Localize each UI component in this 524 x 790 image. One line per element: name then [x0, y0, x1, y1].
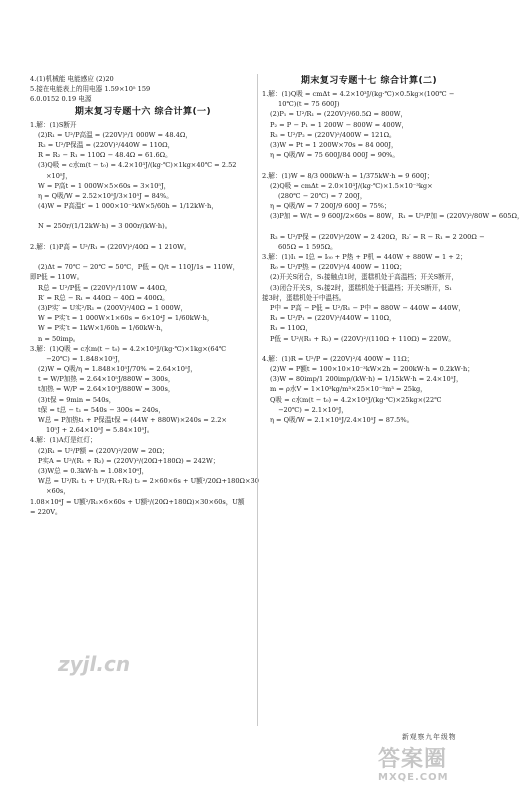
left-pre-line: 6.0.0152 0.19 电源 — [30, 95, 92, 104]
left-answer-line: 10⁵J + 2.64×10⁵J = 5.84×10⁵J。 — [46, 426, 154, 435]
left-body-lines — [30, 120, 259, 517]
right-answer-line: 4.解：(1)R = U²/P = (220V)²/4 400W = 11Ω； — [262, 354, 414, 363]
left-answer-line: W = P高t = 1 000W×5×60s = 3×10⁵J， — [38, 181, 171, 190]
right-answer-line — [262, 221, 476, 231]
watermark-right-logo — [378, 748, 496, 788]
right-answer-line — [262, 344, 476, 354]
left-answer-line: W总 = P加热t₁ + P保温t保 = (44W + 880W)×240s = 2.2× — [38, 416, 227, 424]
left-answer-line: 3.解：(1)Q吸 = c水m(t − t₀) = 4.2×10³J/(kg·℃)×1kg×(64℃ — [30, 344, 227, 353]
right-answer-line: (3)闭合开关S，S₁接2时，蛋糕机处于低温档；开关S断开，S₁ — [270, 283, 452, 292]
left-answer-line: η = Q吸/W = 2.52×10⁵J/3×10⁵J = 84%。 — [38, 191, 173, 200]
left-answer-line: (3)P实′ = U实²/R₁ = (200V)²/40Ω = 1 000W， — [38, 303, 188, 312]
left-answer-line: 即P低 = 110W。 — [30, 273, 84, 282]
left-answer-line: (4)W = P高温t′ = 1 000×10⁻³kW×5/60h = 1/12kW·h， — [38, 202, 218, 211]
left-column — [30, 74, 259, 517]
right-body-lines — [262, 89, 524, 425]
right-answer-line: (280℃ − 20℃) = 7 200J， — [278, 191, 367, 200]
right-answer-line: η = Q吸/W = 7 200J/9 600J = 75%； — [270, 202, 391, 211]
left-answer-line — [30, 252, 256, 262]
left-answer-line: W = P实′t = 1 000W×1×60s = 6×10⁴J = 1/60kW·h， — [38, 314, 214, 323]
right-answer-line: m = ρ水V = 1×10³kg/m³×25×10⁻³m³ = 25kg， — [270, 385, 427, 394]
right-answer-line: (3)P加 = W/t = 9 600J/2×60s = 80W，R₁ = U²/P加 = (220V)²/80W = 605Ω， — [270, 212, 524, 221]
right-answer-line: η = Q吸/W = 75 600J/84 000J = 90%。 — [270, 151, 399, 160]
left-answer-line: t保 = t总 − t₁ = 540s − 300s = 240s， — [38, 405, 165, 414]
right-answer-line: (3)W = Pt = 1 200W×70s = 84 000J， — [270, 140, 398, 149]
right-answer-line: P₂ = P − P₁ = 1 200W − 800W = 400W， — [270, 120, 409, 129]
left-answer-line: (2)Δt = 70℃ − 20℃ = 50℃，P低 = Q/t = 110J/1s = 110W， — [38, 263, 240, 272]
left-pre-line: 5.接在电能表上的用电器 1.59×10⁵ 159 — [30, 85, 151, 94]
left-answer-line: 4.解：(1)A灯是红灯； — [30, 436, 97, 445]
right-answer-line: P低 = U²/(R₁ + R₂) = (220V)²/(110Ω + 110Ω) = 220W。 — [270, 334, 455, 343]
left-answer-line: W = P实′t = 1kW×1/60h = 1/60kW·h， — [38, 324, 168, 333]
right-answer-line: 接3时，蛋糕机处于中温档。 — [262, 293, 346, 302]
left-answer-line: (3)Q吸 = c水m(t − t₀) = 4.2×10³J/(kg·℃)×1kg×40℃ = 2.52 — [38, 161, 237, 170]
left-answer-line: t = W/P加热 = 2.64×10⁵J/880W = 300s， — [38, 375, 175, 384]
right-answer-line — [262, 160, 476, 170]
right-answer-line: R₁ = U²/P₁ = (220V)²/440W = 110Ω， — [270, 314, 396, 323]
right-answer-line: (2)P₁ = U²/R₁ = (220V)²/60.5Ω = 800W， — [270, 110, 408, 119]
right-answer-line: η = Q吸/W = 2.1×10⁵J/2.4×10⁵J = 87.5%。 — [270, 416, 414, 424]
page-footer: 新观察九年级物 — [402, 733, 457, 741]
left-pre-line: 4.(1)机械能 电能感应 (2)20 — [30, 75, 114, 83]
right-answer-line: R₀ = U²/P热 = (220V)²/4 400W = 110Ω； — [270, 263, 406, 272]
watermark-right-url: MXQE.COM — [378, 772, 449, 783]
left-answer-line: (3)t保 = 9min = 540s， — [38, 395, 116, 404]
left-answer-line: P实A = U²/(R₁ + R₂) = (220V)²/(20Ω+180Ω) = 242W； — [38, 456, 220, 465]
column-divider — [257, 74, 258, 726]
left-answer-line: N = 250r/(1/12kW·h) = 3 000r/(kW·h)。 — [38, 222, 172, 231]
left-answer-line: (2)W = Q吸/η = 1.848×10⁵J/70% = 2.64×10⁵J， — [38, 365, 197, 374]
right-answer-line: 605Ω = 1 595Ω。 — [278, 242, 337, 251]
left-answer-line: 2.解：(1)P高 = U²/R₁ = (220V)²/40Ω = 1 210W。 — [30, 242, 191, 251]
left-answer-line: R = R₂ − R₁ = 110Ω − 48.4Ω = 61.6Ω。 — [38, 151, 172, 160]
right-section-heading: 期末复习专题十七 综合计算(二) — [300, 76, 438, 86]
left-pre-lines — [30, 74, 256, 105]
watermark-right-title: 答案圈 — [378, 747, 448, 772]
right-answer-line: 2.解：(1)W = 8/3 000kW·h = 1/375kW·h = 9 600J； — [262, 171, 434, 180]
right-answer-line: R₁ = 110Ω， — [270, 324, 312, 333]
right-answer-line: −20℃) = 2.1×10⁵J， — [278, 405, 348, 414]
left-answer-line: R₂ = U²/P保温 = (220V)²/440W = 110Ω， — [38, 140, 175, 149]
right-answer-line: P中 = P高 − P低 = U²/R₁ − P中 = 880W − 440W = 440W， — [270, 303, 465, 312]
right-answer-line: 3.解：(1)I₁ = I总 = I₀₀ + P热 + P机 = 440W + 880W = 1 + 2； — [262, 253, 467, 261]
left-answer-line: 1.08×10⁶J = U额²/R₁×6×60s + U额²/(20Ω+180Ω)×30×60s，U额 — [30, 497, 245, 506]
right-answer-line: (2)Q吸 = cmΔt = 2.0×10³J/(kg·℃)×1.5×10⁻³kg× — [270, 181, 433, 190]
left-answer-line: = 220V。 — [30, 507, 62, 516]
right-answer-line: (3)W = 80imp/1 200imp/(kW·h) = 1/15kW·h = 2.4×10⁵J， — [270, 375, 463, 384]
left-answer-line — [30, 211, 256, 221]
left-answer-line: R′ = R总 − R₁ = 440Ω − 40Ω = 400Ω。 — [38, 293, 169, 302]
left-section-heading: 期末复习专题十六 综合计算(一) — [74, 106, 212, 117]
left-answer-line: (3)W总 = 0.3kW·h = 1.08×10⁶J， — [38, 466, 149, 475]
left-answer-line: −20℃) = 1.848×10⁵J， — [46, 354, 125, 363]
left-answer-line: R总 = U²/P低 = (220V)²/110W = 440Ω， — [38, 283, 172, 292]
watermark-left-logo: zyjl.cn — [58, 652, 131, 676]
right-answer-line: (2)W = P额t = 100×10×10⁻³kW×2h = 200kW·h = 0.2kW·h； — [270, 365, 474, 374]
left-answer-line: (2)R₁ = U²/P高温 = (220V)²/1 000W = 48.4Ω， — [38, 130, 192, 139]
left-answer-line: (2)R₁ = U²/P额 = (220V)²/20W = 20Ω； — [38, 446, 169, 455]
left-answer-line — [30, 232, 256, 242]
left-answer-line: n = 50imp。 — [38, 334, 80, 343]
left-answer-line: ×60s， — [46, 487, 70, 496]
left-answer-line: W总 = U²/R₁ t₁ + U²/(R₁+R₂) t₂ = 2×60×6s + U额²/20Ω+180Ω×30 — [38, 477, 259, 486]
right-answer-line: R₂ = U²/P保 = (220V)²/20W = 2 420Ω，R₂′ = R − R₁ = 2 200Ω − — [270, 232, 485, 241]
left-answer-line: ×10⁵J， — [46, 171, 72, 180]
right-answer-line: 10℃)(t = 75 600J) — [278, 100, 340, 109]
right-column — [262, 74, 524, 425]
right-answer-line: R₂ = U²/P₂ = (220V)²/400W = 121Ω。 — [270, 130, 396, 139]
left-answer-line: 1.解：(1)S断开 — [30, 120, 77, 129]
right-answer-line: Q吸 = c水m(t − t₀) = 4.2×10³J/(kg·℃)×25kg×(22℃ — [270, 395, 442, 404]
right-answer-line: 1.解：(1)Q吸 = cmΔt = 4.2×10³J/(kg·℃)×0.5kg×(100℃ − — [262, 90, 455, 98]
right-answer-line: (2)开关S闭合，S₁接触点1时，蛋糕机处于高温档；开关S断开， — [270, 273, 458, 282]
left-answer-line: t加热 = W/P = 2.64×10⁵J/880W = 300s， — [38, 385, 175, 394]
